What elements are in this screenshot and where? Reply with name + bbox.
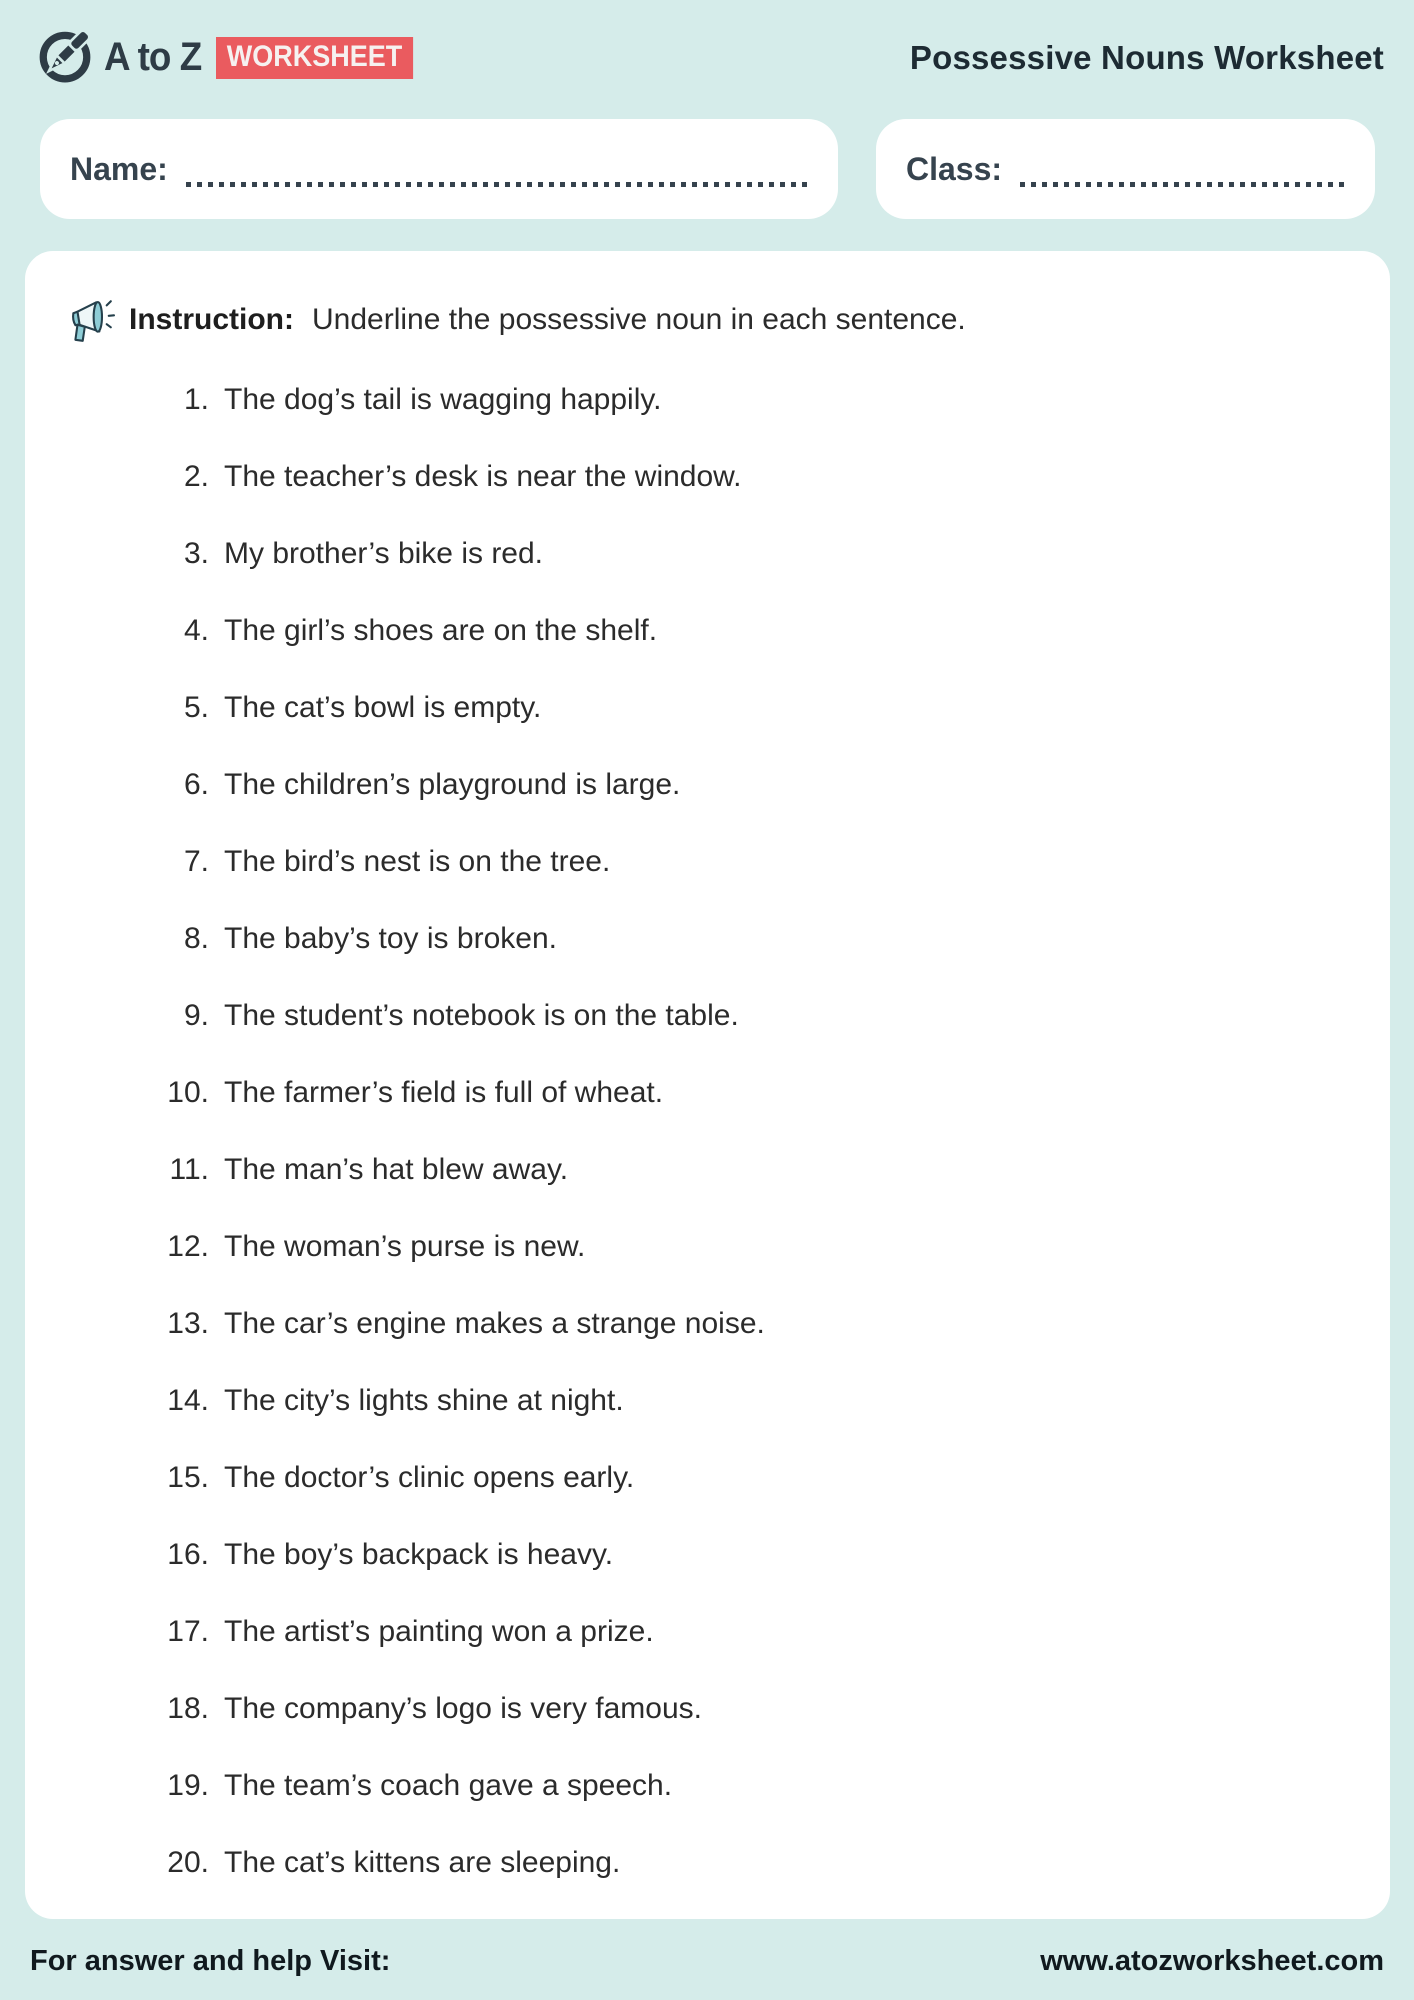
question-number: 6. — [183, 768, 209, 801]
question-number: 1. — [183, 383, 209, 416]
question-text: The children’s playground is large. — [224, 768, 681, 801]
question-number: 16. — [167, 1538, 209, 1571]
name-field — [40, 119, 838, 219]
question-item — [151, 1613, 1350, 1650]
question-number: 5. — [183, 691, 209, 724]
question-item — [151, 612, 1350, 649]
question-item — [151, 1228, 1350, 1265]
question-number: 14. — [167, 1384, 209, 1417]
question-item — [151, 920, 1350, 957]
question-list — [65, 381, 1350, 1881]
question-text: The team’s coach gave a speech. — [224, 1769, 673, 1802]
page-title: Possessive Nouns Worksheet — [909, 38, 1384, 76]
question-number: 2. — [183, 460, 209, 493]
question-item — [151, 1844, 1350, 1881]
question-text: The company’s logo is very famous. — [224, 1692, 702, 1725]
page-header — [0, 0, 1414, 89]
question-item — [151, 766, 1350, 803]
question-number: 3. — [183, 537, 209, 570]
class-field — [876, 119, 1375, 219]
footer-website-link[interactable]: www.atozworksheet.com — [1040, 1945, 1384, 1977]
question-item — [151, 458, 1350, 495]
question-text: My brother’s bike is red. — [224, 537, 544, 570]
question-text: The student’s notebook is on the table. — [224, 999, 739, 1032]
class-write-line — [1020, 182, 1345, 187]
question-item — [151, 381, 1350, 418]
brand-name: A to Z — [104, 35, 202, 79]
question-number: 17. — [167, 1615, 209, 1648]
pen-circle-icon — [36, 26, 94, 89]
question-text: The boy’s backpack is heavy. — [224, 1538, 614, 1571]
question-number: 20. — [167, 1846, 209, 1879]
megaphone-icon — [65, 295, 115, 345]
question-text: The artist’s painting won a prize. — [224, 1615, 654, 1648]
question-number: 7. — [183, 845, 209, 878]
instruction-row — [65, 295, 1350, 345]
question-item — [151, 1074, 1350, 1111]
question-number: 18. — [167, 1692, 209, 1725]
question-item — [151, 689, 1350, 726]
question-text: The woman’s purse is new. — [224, 1230, 586, 1263]
question-number: 12. — [167, 1230, 209, 1263]
question-item — [151, 535, 1350, 572]
question-item — [151, 1690, 1350, 1727]
question-text: The man’s hat blew away. — [224, 1153, 569, 1186]
question-number: 19. — [167, 1769, 209, 1802]
question-item — [151, 843, 1350, 880]
instruction-text: Underline the possessive noun in each sentence. — [312, 303, 966, 336]
page-footer — [30, 1945, 1384, 1978]
question-item — [151, 1536, 1350, 1573]
question-text: The bird’s nest is on the tree. — [224, 845, 611, 878]
question-text: The car’s engine makes a strange noise. — [224, 1307, 765, 1340]
question-text: The teacher’s desk is near the window. — [224, 460, 742, 493]
class-label: Class: — [906, 150, 1003, 187]
question-item — [151, 1382, 1350, 1419]
question-text: The city’s lights shine at night. — [224, 1384, 624, 1417]
question-text: The baby’s toy is broken. — [224, 922, 557, 955]
student-fields-row — [40, 119, 1375, 219]
question-text: The doctor’s clinic opens early. — [224, 1461, 635, 1494]
question-number: 11. — [169, 1153, 209, 1186]
question-item — [151, 1459, 1350, 1496]
instruction-label: Instruction: — [129, 303, 294, 336]
question-number: 9. — [183, 999, 209, 1032]
question-number: 15. — [167, 1461, 209, 1494]
question-item — [151, 997, 1350, 1034]
question-text: The dog’s tail is wagging happily. — [224, 383, 662, 416]
question-number: 4. — [183, 614, 209, 647]
question-item — [151, 1767, 1350, 1804]
name-write-line — [186, 182, 808, 187]
worksheet-body — [25, 251, 1390, 1919]
question-item — [151, 1305, 1350, 1342]
question-number: 13. — [167, 1307, 209, 1340]
brand-badge: WORKSHEET — [216, 37, 413, 79]
question-number: 8. — [183, 922, 209, 955]
name-label: Name: — [70, 150, 168, 187]
question-text: The cat’s bowl is empty. — [224, 691, 542, 724]
question-text: The girl’s shoes are on the shelf. — [224, 614, 658, 647]
brand-logo — [36, 26, 435, 89]
question-text: The cat’s kittens are sleeping. — [224, 1846, 621, 1879]
question-item — [151, 1151, 1350, 1188]
question-number: 10. — [167, 1076, 209, 1109]
question-text: The farmer’s field is full of wheat. — [224, 1076, 664, 1109]
footer-help-text: For answer and help Visit: — [30, 1945, 391, 1977]
